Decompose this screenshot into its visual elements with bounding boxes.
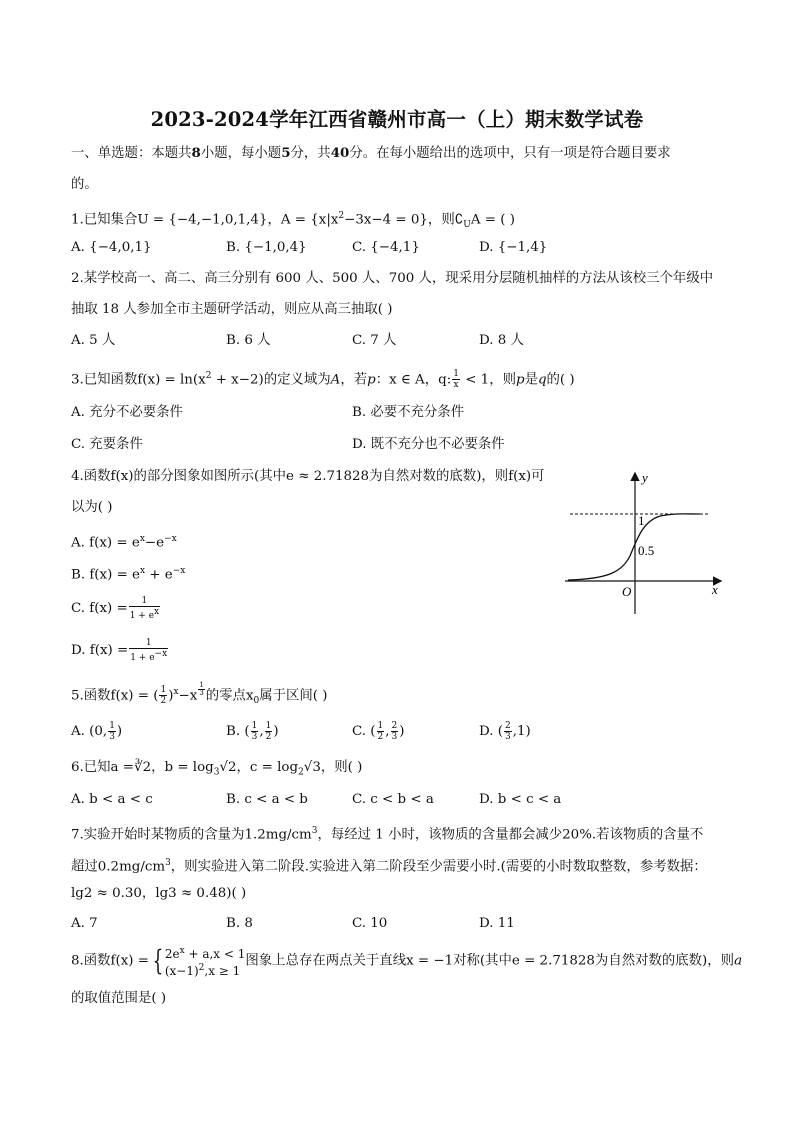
q5-exponent-fraction <box>198 682 204 697</box>
q5-option-c-text: C. ( <box>352 724 376 739</box>
fraction-denominator: 3 <box>505 732 511 742</box>
fraction-denominator: 2 <box>377 732 384 742</box>
q5-text: −x <box>178 688 198 704</box>
piece-row-1 <box>165 944 246 961</box>
q4-option-d-fraction <box>129 638 168 663</box>
option-fraction <box>504 721 512 742</box>
question-4-stem-line1: 4.函数f(x)的部分图象如图所示(其中e ≈ 2.71828为自然对数的底数)，则f(x)可 <box>71 469 545 484</box>
piecewise-brace: { <box>152 944 164 977</box>
fraction-numerator: 1 <box>160 685 167 696</box>
q6-option-c[interactable]: C. c < b < a <box>352 792 434 807</box>
points-total: 40 <box>330 145 350 161</box>
sigmoid-graph <box>560 466 730 616</box>
q7-option-d[interactable]: D. 11 <box>479 916 515 931</box>
q1-option-a[interactable]: A. {−4,0,1} <box>71 240 152 255</box>
section-heading-line2: 的。 <box>71 177 98 192</box>
q3-text: 3.已知函数f(x) = ln(x <box>71 372 206 388</box>
q5-sup: x <box>173 687 179 697</box>
section-heading <box>71 143 671 164</box>
q3-var: q <box>537 372 547 388</box>
q3-option-d[interactable]: D. 既不充分也不必要条件 <box>352 437 505 452</box>
q5-fraction <box>159 685 167 706</box>
fraction-denominator: 2 <box>265 732 272 742</box>
q5-option-d-text: ,1) <box>512 724 531 739</box>
piecewise-function <box>165 944 246 978</box>
q3-text: ：x ∈ A，q: <box>375 372 452 388</box>
q8-var: a <box>734 953 743 969</box>
q3-fraction <box>452 369 460 390</box>
q1-text: A = ( ) <box>470 212 515 228</box>
q3-var: A <box>330 372 341 388</box>
q4-option-a-sup: x <box>139 534 145 544</box>
denominator-text: 1 + e <box>129 611 155 621</box>
piece-sup: x <box>179 946 185 956</box>
option-fraction <box>265 721 273 742</box>
q6-root: √3 <box>303 760 321 775</box>
section-heading-text: 分。在每小题给出的选项中，只有一项是符合题目要求 <box>349 146 671 161</box>
q1-sup: 2 <box>338 211 345 221</box>
q2-option-d[interactable]: D. 8 人 <box>479 333 524 348</box>
q8-text: 8.函数f(x) = <box>71 953 149 969</box>
question-3-stem <box>71 366 575 390</box>
option-fraction <box>391 721 399 742</box>
denominator-sup: −x <box>154 649 168 659</box>
fraction-denominator: x <box>453 380 459 391</box>
q2-option-b[interactable]: B. 6 人 <box>226 333 271 348</box>
q5-option-a-text: A. (0, <box>71 724 108 739</box>
q6-sub: 2 <box>298 767 304 778</box>
q2-option-c[interactable]: C. 7 人 <box>352 333 397 348</box>
y-axis-label: y <box>642 470 648 485</box>
fraction-denominator: 3 <box>251 732 258 742</box>
y-tick-half: 0.5 <box>638 543 655 558</box>
q3-var: p <box>367 372 376 388</box>
q6-text: ，b = log <box>151 760 214 775</box>
q7-sup: 3 <box>311 826 318 836</box>
q5-option-a-text: ) <box>116 724 123 739</box>
fraction-numerator: 1 <box>453 369 459 380</box>
fraction-numerator: 1 <box>129 596 160 607</box>
question-7-stem-line2 <box>71 853 707 877</box>
q7-text: 7.实验开始时某物质的含量为1.2mg/cm <box>71 827 312 843</box>
fraction-denominator <box>129 607 160 621</box>
q4-option-c-fraction <box>129 596 160 621</box>
q4-option-c-text: C. f(x) = <box>71 601 128 616</box>
q6-text: 6.已知a = <box>71 760 135 775</box>
q3-sup: 2 <box>205 371 212 381</box>
x-axis-label: x <box>712 582 718 597</box>
denominator-sup: x <box>154 607 160 617</box>
page-title: 2023-2024学年江西省赣州市高一（上）期末数学试卷 <box>150 108 644 131</box>
q2-option-a[interactable]: A. 5 人 <box>71 333 116 348</box>
q4-option-b-text: + e <box>145 567 173 583</box>
q7-option-b[interactable]: B. 8 <box>226 916 253 931</box>
points-each: 5 <box>281 145 291 161</box>
q5-option-b-text: B. ( <box>226 724 250 739</box>
piece-sup: 2 <box>198 963 205 973</box>
question-count: 8 <box>191 145 201 161</box>
q3-text: ，若 <box>340 372 368 388</box>
fraction-numerator: 1 <box>109 721 115 731</box>
q5-option-d-text: D. ( <box>479 724 503 739</box>
q6-text: ，则( ) <box>320 760 363 775</box>
q1-option-c[interactable]: C. {−4,1} <box>352 240 420 255</box>
piece-text: (x−1) <box>164 964 199 978</box>
section-heading-text: 分，共 <box>290 146 331 161</box>
denominator-text: 1 + e <box>130 653 155 663</box>
fraction-numerator: 1 <box>199 681 204 689</box>
fraction-numerator: 1 <box>265 721 272 731</box>
question-6-stem <box>71 758 362 783</box>
fraction-denominator: 2 <box>160 696 167 707</box>
fraction-numerator: 1 <box>129 638 168 649</box>
q4-option-d-text: D. f(x) = <box>71 643 129 658</box>
q8-text: 图象上总存在两点关于直线x = −1对称(其中e = 2.71828为自然对数的底数)，则 <box>245 953 735 969</box>
question-2-stem-line1: 2.某学校高一、高二、高三分别有 600 人、500 人、700 人，现采用分层随机抽样的方法从该校三个年级中 <box>71 271 714 286</box>
q7-sup: 3 <box>165 858 171 868</box>
q3-option-c[interactable]: C. 充要条件 <box>71 437 143 452</box>
q6-root: √2 <box>219 760 237 775</box>
q1-text: 1.已知集合U = {−4,−1,0,1,4}，A = {x|x <box>71 212 339 228</box>
piece-text: 2e <box>164 947 180 961</box>
fraction-numerator: 2 <box>505 721 511 731</box>
q3-option-b[interactable]: B. 必要不充分条件 <box>352 405 465 420</box>
q4-option-b-text: B. f(x) = e <box>71 567 140 583</box>
q6-option-a[interactable]: A. b < a < c <box>71 792 153 807</box>
q4-option-a[interactable] <box>71 529 177 553</box>
q5-option-c-text: , <box>385 724 390 739</box>
q6-root: ∛2 <box>134 760 152 775</box>
q1-text: −3x−4 = 0}，则∁ <box>344 212 464 228</box>
question-7-stem-line3: lg2 ≈ 0.30，lg3 ≈ 0.48)( ) <box>71 886 247 901</box>
q1-sub: U <box>463 220 471 231</box>
q5-option-c-text: ) <box>399 724 405 739</box>
fraction-numerator: 1 <box>377 721 384 731</box>
q5-text: 5.函数f(x) = ( <box>71 688 159 704</box>
q4-option-a-text: −e <box>144 535 165 551</box>
option-fraction <box>108 721 116 742</box>
q5-option-b[interactable] <box>226 721 279 742</box>
q4-option-d[interactable] <box>71 638 169 663</box>
q6-option-d[interactable]: D. b < c < a <box>479 792 562 807</box>
q6-text: ，c = log <box>236 760 299 775</box>
option-fraction <box>251 721 259 742</box>
fraction-denominator <box>129 649 168 663</box>
section-heading-text: 小题，每小题 <box>200 146 282 161</box>
q4-option-c[interactable] <box>71 596 161 621</box>
q5-sub: 0 <box>253 696 260 707</box>
q7-text: 超过0.2mg/cm <box>71 859 166 875</box>
question-4-stem-line2: 以为( ) <box>71 500 113 515</box>
question-5-stem <box>71 682 328 711</box>
q5-option-b-text: , <box>259 724 264 739</box>
q3-text: 是 <box>524 372 538 388</box>
option-fraction <box>377 721 385 742</box>
q5-option-a[interactable] <box>71 721 122 742</box>
q3-text: 的( ) <box>546 372 575 388</box>
section-heading-text: 一、单选题：本题共 <box>71 146 192 161</box>
fraction-denominator: 3 <box>199 689 204 697</box>
q4-option-a-text: A. f(x) = e <box>71 535 140 551</box>
fraction-denominator: 3 <box>109 732 115 742</box>
q6-option-b[interactable]: B. c < a < b <box>226 792 308 807</box>
q4-option-b-sup: −x <box>172 566 186 576</box>
q5-text: 的零点x <box>205 688 254 704</box>
fraction-numerator: 2 <box>391 721 398 731</box>
fraction-denominator: 3 <box>391 732 398 742</box>
q7-text: ，则实验进入第二阶段.实验进入第二阶段至少需要小时.(需要的小时数取整数，参考数据： <box>170 859 707 875</box>
q5-option-d[interactable] <box>479 721 531 742</box>
q7-text: ，每经过 1 小时，该物质的含量都会减少20%.若该物质的含量不 <box>317 827 704 843</box>
q7-option-a[interactable]: A. 7 <box>71 916 98 931</box>
origin-label: O <box>622 584 632 599</box>
question-8-stem <box>71 944 742 979</box>
q4-option-a-sup: −x <box>164 534 177 544</box>
q1-option-b[interactable]: B. {−1,0,4} <box>226 240 307 255</box>
piece-text: ,x ≥ 1 <box>204 964 241 978</box>
q6-sub: 3 <box>213 767 220 778</box>
piece-text: + a,x < 1 <box>184 947 246 961</box>
q5-text: 属于区间( ) <box>259 688 328 704</box>
question-8-stem-line2: 的取值范围是( ) <box>71 991 167 1006</box>
q5-option-b-text: ) <box>273 724 279 739</box>
q1-option-d[interactable]: D. {−1,4} <box>479 240 548 255</box>
question-2-stem-line2: 抽取 18 人参加全市主题研学活动，则应从高三抽取( ) <box>71 302 393 317</box>
q3-var: p <box>515 372 525 388</box>
question-7-stem-line1 <box>71 821 703 845</box>
question-1-stem <box>71 206 515 235</box>
q5-text: ) <box>168 688 174 704</box>
fraction-numerator: 1 <box>251 721 258 731</box>
piece-row-2 <box>165 961 246 978</box>
q4-option-b[interactable] <box>71 561 185 585</box>
q3-text: + x−2)的定义域为 <box>211 372 331 388</box>
q7-option-c[interactable]: C. 10 <box>352 916 388 931</box>
q4-option-b-sup: x <box>139 566 146 576</box>
y-tick-one: 1 <box>638 513 645 528</box>
q3-option-a[interactable]: A. 充分不必要条件 <box>71 405 183 420</box>
q3-text: < 1，则 <box>460 372 516 388</box>
function-curve <box>568 514 700 580</box>
q5-option-c[interactable] <box>352 721 404 742</box>
